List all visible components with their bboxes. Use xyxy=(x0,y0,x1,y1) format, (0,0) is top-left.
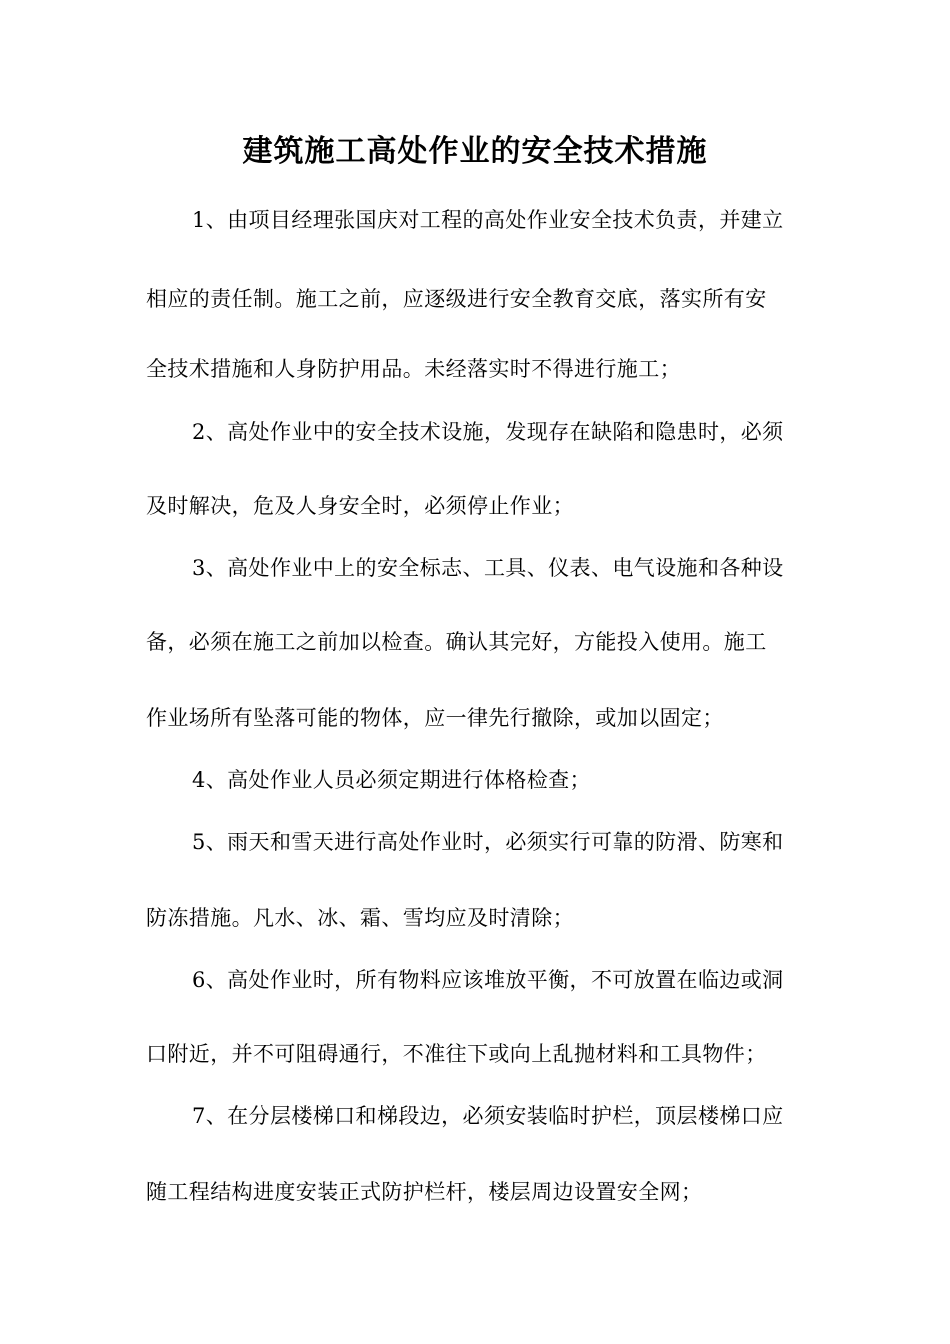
text-line-3-2: 备，必须在施工之前加以检查。确认其完好，方能投入使用。施工 xyxy=(146,630,767,654)
text-line-4-1: 4、高处作业人员必须定期进行体格检查； xyxy=(192,768,591,792)
text-line-2-1: 2、高处作业中的安全技术设施，发现存在缺陷和隐患时，必须 xyxy=(192,420,784,444)
text-line-5-2: 防冻措施。凡水、冰、霜、雪均应及时清除； xyxy=(146,906,574,930)
text-line-6-2: 口附近，并不可阻碍通行，不准往下或向上乱抛材料和工具物件； xyxy=(146,1042,767,1066)
text-line-3-3: 作业场所有坠落可能的物体，应一律先行撤除，或加以固定； xyxy=(146,706,724,730)
text-line-7-1: 7、在分层楼梯口和梯段边，必须安装临时护栏，顶层楼梯口应 xyxy=(192,1104,784,1128)
text-line-5-1: 5、雨天和雪天进行高处作业时，必须实行可靠的防滑、防寒和 xyxy=(192,830,784,854)
text-line-3-1: 3、高处作业中上的安全标志、工具、仪表、电气设施和各种设 xyxy=(192,556,784,580)
text-line-1-2: 相应的责任制。施工之前，应逐级进行安全教育交底，落实所有安 xyxy=(146,287,767,311)
text-line-7-2: 随工程结构进度安装正式防护栏杆，楼层周边设置安全网； xyxy=(146,1180,703,1204)
text-line-6-1: 6、高处作业时，所有物料应该堆放平衡，不可放置在临边或洞 xyxy=(192,968,784,992)
text-line-1-1: 1、由项目经理张国庆对工程的高处作业安全技术负责，并建立 xyxy=(192,208,784,232)
document-title: 建筑施工高处作业的安全技术措施 xyxy=(242,134,708,169)
text-line-2-2: 及时解决，危及人身安全时，必须停止作业； xyxy=(146,494,574,518)
text-line-1-3: 全技术措施和人身防护用品。未经落实时不得进行施工； xyxy=(146,357,681,381)
